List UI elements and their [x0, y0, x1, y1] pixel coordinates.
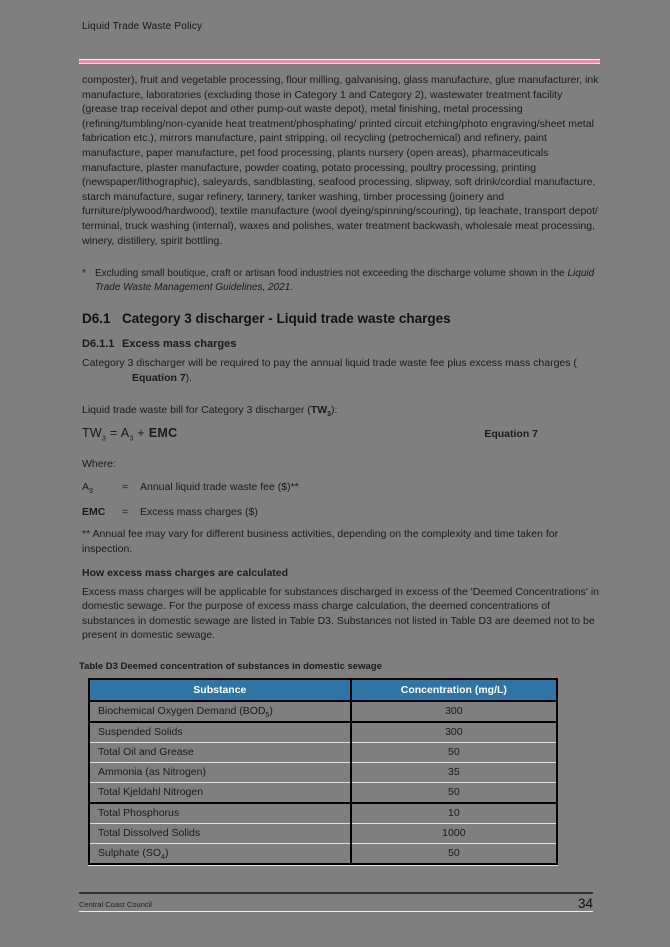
bill-sentence-end: ):: [331, 404, 338, 417]
substance-cell: Biochemical Oxygen Demand $(BOD_5)$: [89, 701, 351, 722]
definition-row-emc: [82, 506, 600, 519]
calc-paragraph: Excess mass charges will be applicable for substances discharged in excess of the 'Deemed Concentrations' in domestic sewage. For the purpose of excess mass charge calculation, the deemed concentrations of substances in domestic sewage are listed in Table D3. Substances not listed in Table D3 are deemed not to be present in domestic sewage.: [82, 585, 600, 642]
definition-text: Annual liquid trade waste fee ($)**: [140, 480, 299, 493]
equation-label: Equation 7: [484, 427, 538, 440]
table-row: [89, 823, 557, 843]
subsection-number: D6.1.1: [82, 338, 115, 351]
subsection-heading: [82, 338, 600, 350]
where-label: Where:: [82, 457, 116, 470]
table-row: [89, 782, 557, 803]
footnote-marker: *: [82, 268, 86, 280]
intro-paragraph: composter), fruit and vegetable processing, flour milling, galvanising, glass manufacture, glue manufacturer, ink manufacture, laboratories (excluding those in Category 1 and Category 2), wastewater treatment facility (grease trap receival depot and other pump-out waste depot), metal finishing, metal processing (refining/tumbling/non-cyanide heat treatment/phosphating/ printed circuit etching/photo engraving/sheet metal fabrication etc.), mirrors manufacture, paint stripping, oil recycling (petrochemical) and refinery, paint manufacture, paper manufacture, pet food processing, plants nursery (open areas), pharmaceuticals manufacture, plaster manufacture, powder coating, potato processing, poultry processing, printing (newspaper/lithographic), saleyards, sandblasting, seafood processing, slipway, soft drink/cordial manufacture, starch manufacture, sugar refinery, tannery, tanker washing, timber processing (joinery and furniture/plywood/hardwood), textile manufacture (wool dyeing/spinning/scouring), tip leachate, transport depot/ terminal, truck washing (internal), waxes and polishes, water treatment backwash, wholesale meat processing, winery, distillery, spirit bottling.: [82, 74, 599, 247]
concentration-cell: 50: [351, 843, 557, 864]
table-header-row: [89, 679, 557, 701]
substance-cell: Total Kjeldahl Nitrogen: [89, 782, 351, 803]
footnote-citation: Liquid Trade Waste Management Guidelines, 2021: [95, 268, 595, 294]
footnote-text: Excluding small boutique, craft or artisan food industries not exceeding the discharge volume shown in the: [95, 268, 568, 280]
page-content: [79, 0, 600, 865]
definition-symbol: $A_3$: [82, 480, 93, 495]
page-footer: [79, 892, 593, 911]
section-number: D6.1: [82, 311, 111, 327]
concentration-cell: 35: [351, 762, 557, 782]
substance-cell: Sulphate $(SO_4)$: [89, 843, 351, 864]
concentration-cell: 50: [351, 782, 557, 803]
table-row: [89, 843, 557, 864]
header-accent-rule: [79, 59, 600, 64]
table-row: [89, 722, 557, 743]
definition-equals: =: [122, 505, 129, 518]
substance-cell: Total Phosphorus: [89, 803, 351, 824]
definition-equals: =: [122, 480, 129, 493]
equation-reference: Equation 7: [132, 371, 186, 384]
equation: $TW_3 = A_3$ + EMC: [82, 425, 178, 443]
bill-symbol: $TW_3$: [310, 404, 332, 419]
substance-cell: Ammonia (as Nitrogen): [89, 762, 351, 782]
substance-cell: Suspended Solids: [89, 722, 351, 743]
substance-cell: Total Oil and Grease: [89, 742, 351, 762]
concentration-cell: 300: [351, 722, 557, 743]
deemed-concentration-table: [88, 678, 558, 865]
definition-symbol: EMC: [82, 505, 106, 518]
bill-sentence: [82, 403, 600, 418]
substance-cell: Total Dissolved Solids: [89, 823, 351, 843]
concentration-cell: 1000: [351, 823, 557, 843]
charges-paragraph-text: Category 3 discharger will be required to pay the annual liquid trade waste fee plus excess mass charges (: [82, 357, 577, 370]
annual-fee-note: ** Annual fee may vary for different business activities, depending on the complexity and time taken for inspection.: [82, 527, 559, 555]
concentration-cell: 50: [351, 742, 557, 762]
page-number: 34: [577, 896, 593, 911]
footnote-period: .: [290, 282, 294, 294]
charges-paragraph: [82, 356, 600, 385]
section-title: Category 3 discharger - Liquid trade waste charges: [122, 311, 451, 327]
definition-text: Excess mass charges ($): [140, 505, 258, 518]
charges-paragraph-end: ).: [185, 371, 193, 384]
concentration-column-header: Concentration (mg/L): [351, 679, 557, 701]
running-header-title: Liquid Trade Waste Policy: [82, 21, 203, 32]
substance-column-header: Substance: [89, 679, 351, 701]
bill-sentence-text: Liquid trade waste bill for Category 3 discharger (: [82, 404, 311, 417]
definition-row-a3: [82, 481, 600, 494]
concentration-cell: 10: [351, 803, 557, 824]
table-row: [89, 762, 557, 782]
table-row: [89, 742, 557, 762]
table-row: [89, 701, 557, 722]
equation-row: [82, 425, 600, 443]
table-row: [89, 803, 557, 824]
table-caption: Table D3 Deemed concentration of substances in domestic sewage: [79, 660, 382, 672]
footnote: [82, 267, 600, 295]
subsection-title: Excess mass charges: [122, 338, 237, 351]
footer-organisation: Central Coast Council: [79, 900, 152, 909]
section-heading: [82, 311, 600, 326]
concentration-cell: 300: [351, 701, 557, 722]
calc-heading: How excess mass charges are calculated: [82, 566, 289, 579]
